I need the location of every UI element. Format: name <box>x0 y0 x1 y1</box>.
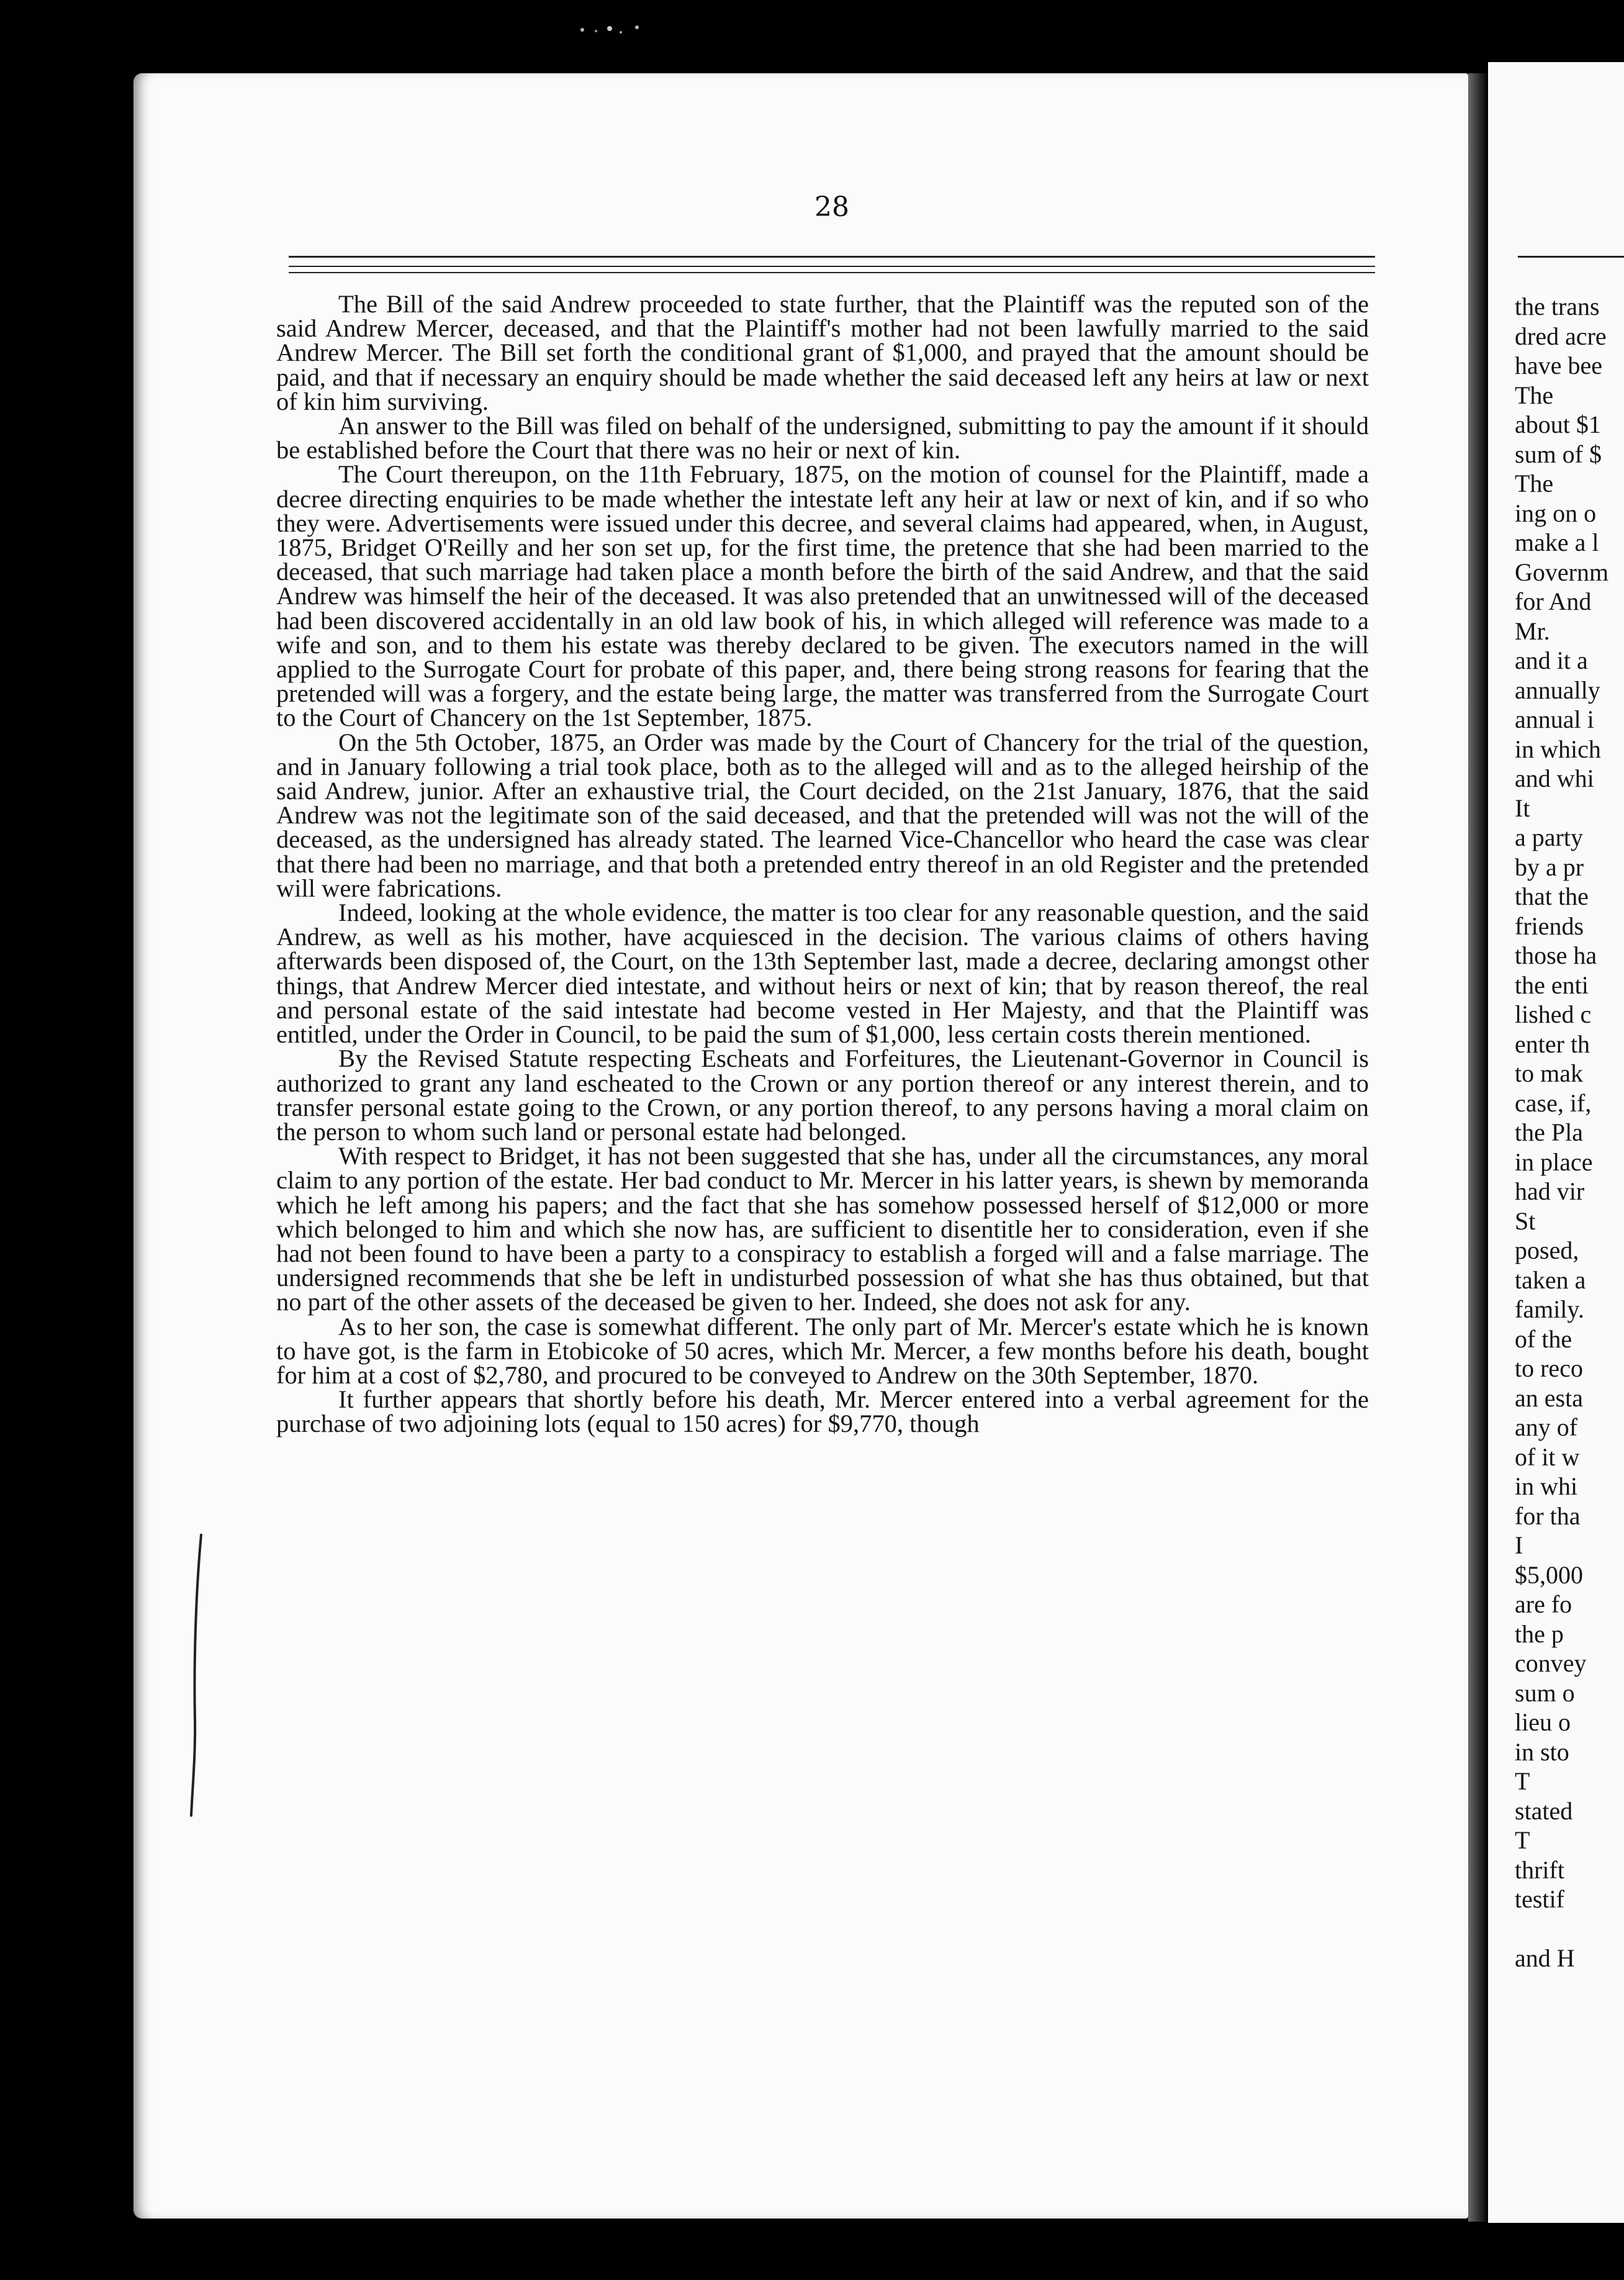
right-line: in which <box>1515 735 1601 763</box>
right-line: T <box>1515 1767 1530 1795</box>
right-line: an esta <box>1515 1383 1583 1412</box>
right-line: of the <box>1515 1324 1572 1353</box>
right-line: have bee <box>1515 351 1603 379</box>
right-line: case, if, <box>1515 1088 1592 1117</box>
paragraph: On the 5th October, 1875, an Order was made by the Court of Chancery for the trial of the question, and in January following a trial took place, both as to the alleged will and as to the alleged heirship of the said Andrew, junior. After an exhaustive trial, the Court decided, on the 21st January, 1876, that the said Andrew was not the legitimate son of the said deceased, and that the pretended will was not the will of the deceased, as the undersigned has already stated. The learned Vice-Chancellor who heard the case was clear that there had been no marriage, and that both a pretended entry thereof in an old Register and the pretended will were fabrications. <box>276 728 1369 902</box>
right-line: and it a <box>1515 646 1588 674</box>
header-rule <box>289 266 1375 267</box>
right-line: that the <box>1515 882 1589 910</box>
right-line: sum of $ <box>1515 440 1602 468</box>
right-line: the trans <box>1515 292 1600 320</box>
right-line: by a pr <box>1515 853 1584 881</box>
paragraph: By the Revised Statute respecting Escheats and Forfeitures, the Lieutenant-Governor in Council is authorized to grant any land escheated to the Crown or any portion thereof or any interest therein, and to transfer personal estate going to the Crown, or any portion thereof, to any persons having a moral claim on the person to whom such land or personal estate had belonged. <box>276 1044 1369 1146</box>
right-line: for tha <box>1515 1501 1581 1530</box>
paragraph: It further appears that shortly before his death, Mr. Mercer entered into a verbal agreement for the purchase of two adjoining lots (equal to 150 acres) for $9,770, though <box>276 1385 1369 1438</box>
right-line: the p <box>1515 1619 1564 1648</box>
right-line: in whi <box>1515 1472 1578 1500</box>
paragraph: An answer to the Bill was filed on behalf of the undersigned, submitting to pay the amount if it should be established before the Court that there was no heir or next of kin. <box>276 412 1369 464</box>
right-line: the enti <box>1515 970 1589 999</box>
right-line: lished c <box>1515 1000 1592 1028</box>
right-line: family. <box>1515 1295 1584 1323</box>
right-line: dred acre <box>1515 322 1607 350</box>
right-line: testif <box>1515 1885 1564 1913</box>
paragraph: Indeed, looking at the whole evidence, the matter is too clear for any reasonable question, and the said Andrew, as well as his mother, have acquiesced in the decision. The various claims of others having afterwards been disposed of, the Court, on the 13th September last, made a decree, declaring amongst other things, that Andrew Mercer died intestate, and without heirs or next of kin; that by reason thereof, the real and personal estate of the said intestate had become vested in Her Majesty, and that the Plaintiff was entitled, under the Order in Council, to be paid the sum of $1,000, less certain costs therein mentioned. <box>276 898 1369 1049</box>
right-line: had vir <box>1515 1177 1585 1205</box>
right-line: in sto <box>1515 1737 1569 1766</box>
right-line: any of <box>1515 1413 1578 1441</box>
right-line: convey <box>1515 1649 1587 1677</box>
right-line: the Pla <box>1515 1118 1583 1146</box>
right-page-header-rule <box>1518 256 1624 258</box>
right-line: and H <box>1515 1944 1575 1972</box>
right-line: $5,000 <box>1515 1560 1583 1589</box>
book-spine <box>1468 73 1488 2222</box>
right-line: in place <box>1515 1147 1593 1176</box>
right-line: ing on o <box>1515 499 1597 527</box>
header-rule <box>289 272 1375 273</box>
right-line: lieu o <box>1515 1708 1571 1736</box>
right-line: about $1 <box>1515 410 1601 438</box>
header-rule <box>289 256 1375 258</box>
right-line: are fo <box>1515 1590 1572 1618</box>
right-line: It <box>1515 794 1530 822</box>
right-line: St <box>1515 1206 1536 1235</box>
right-line: sum o <box>1515 1678 1575 1707</box>
paragraph: With respect to Bridget, it has not been suggested that she has, under all the circumstances, any moral claim to any portion of the estate. Her bad conduct to Mr. Mercer in his latter years, is shewn by memoranda which he left among his papers; and the fact that she has somehow possessed herself of $12,000 or more which belonged to him and which she now has, are sufficient to disentitle her to consideration, even if she had not been found to have been a party to a conspiracy to establish a forged will and a false marriage. The undersigned recommends that she be left in undisturbed possession of what she has thus obtained, but that no part of the other assets of the deceased be given to her. Indeed, she does not ask for any. <box>276 1142 1369 1316</box>
right-line: The <box>1515 381 1554 409</box>
right-line: and whi <box>1515 764 1594 792</box>
right-line <box>1515 1914 1624 1944</box>
scan-specks <box>577 19 652 37</box>
right-line: taken a <box>1515 1265 1586 1294</box>
right-line: annual i <box>1515 705 1594 733</box>
right-line: posed, <box>1515 1236 1579 1264</box>
right-line: friends <box>1515 912 1584 940</box>
right-line: to mak <box>1515 1059 1583 1087</box>
right-line: to reco <box>1515 1354 1583 1382</box>
right-line: stated <box>1515 1796 1573 1825</box>
right-line: those ha <box>1515 941 1597 969</box>
margin-pencil-mark <box>187 1532 206 1818</box>
right-line: make a l <box>1515 528 1599 556</box>
right-page-text <box>1515 292 1624 1973</box>
paragraph: The Bill of the said Andrew proceeded to state further, that the Plaintiff was the reputed son of the said Andrew Mercer, deceased, and that the Plaintiff's mother had not been lawfully married to the said Andrew Mercer. The Bill set forth the conditional grant of $1,000, and prayed that the amount should be paid, and that if necessary an enquiry should be made whether the said deceased left any heirs at law or next of kin him surviving. <box>276 290 1369 415</box>
paragraph: As to her son, the case is somewhat different. The only part of Mr. Mercer's estate which he is known to have got, is the farm in Etobicoke of 50 acres, which Mr. Mercer, a few months before his death, bought for him at a cost of $2,780, and procured to be conveyed to Andrew on the 30th September, 1870. <box>276 1312 1369 1389</box>
right-line: enter th <box>1515 1029 1590 1058</box>
right-line: I <box>1515 1531 1523 1559</box>
page-number: 28 <box>814 191 849 223</box>
right-line: thrift <box>1515 1855 1564 1884</box>
right-line: of it w <box>1515 1442 1580 1471</box>
right-line: T <box>1515 1826 1530 1854</box>
right-line: Governm <box>1515 558 1609 586</box>
paragraph: The Court thereupon, on the 11th February, 1875, on the motion of counsel for the Plaintiff, made a decree directing enquiries to be made whether the intestate left any heir at law or next of kin, and if so who they were. Advertisements were issued under this decree, and several claims had appeared, when, in August, 1875, Bridget O'Reilly and her son set up, for the first time, the pretence that she had been married to the deceased, that such marriage had taken place a month before the birth of the said Andrew, and that the said Andrew was himself the heir of the deceased. It was also pretended that an unwitnessed will of the deceased had been discovered accidentally in an old law book of his, in which alleged will reference was made to a wife and son, and to them his estate was thereby declared to be given. The executors named in the will applied to the Surrogate Court for probate of this paper, and, there being strong reasons for fearing that the pretended will was a forgery, and the estate being large, the matter was transferred from the Surrogate Court to the Court of Chancery on the 1st September, 1875. <box>276 460 1369 732</box>
body-text <box>276 292 1369 1436</box>
right-line: annually <box>1515 676 1600 704</box>
right-line: The <box>1515 469 1554 497</box>
right-line: a party <box>1515 823 1583 851</box>
right-line: Mr. <box>1515 617 1550 645</box>
right-line: for And <box>1515 587 1592 615</box>
